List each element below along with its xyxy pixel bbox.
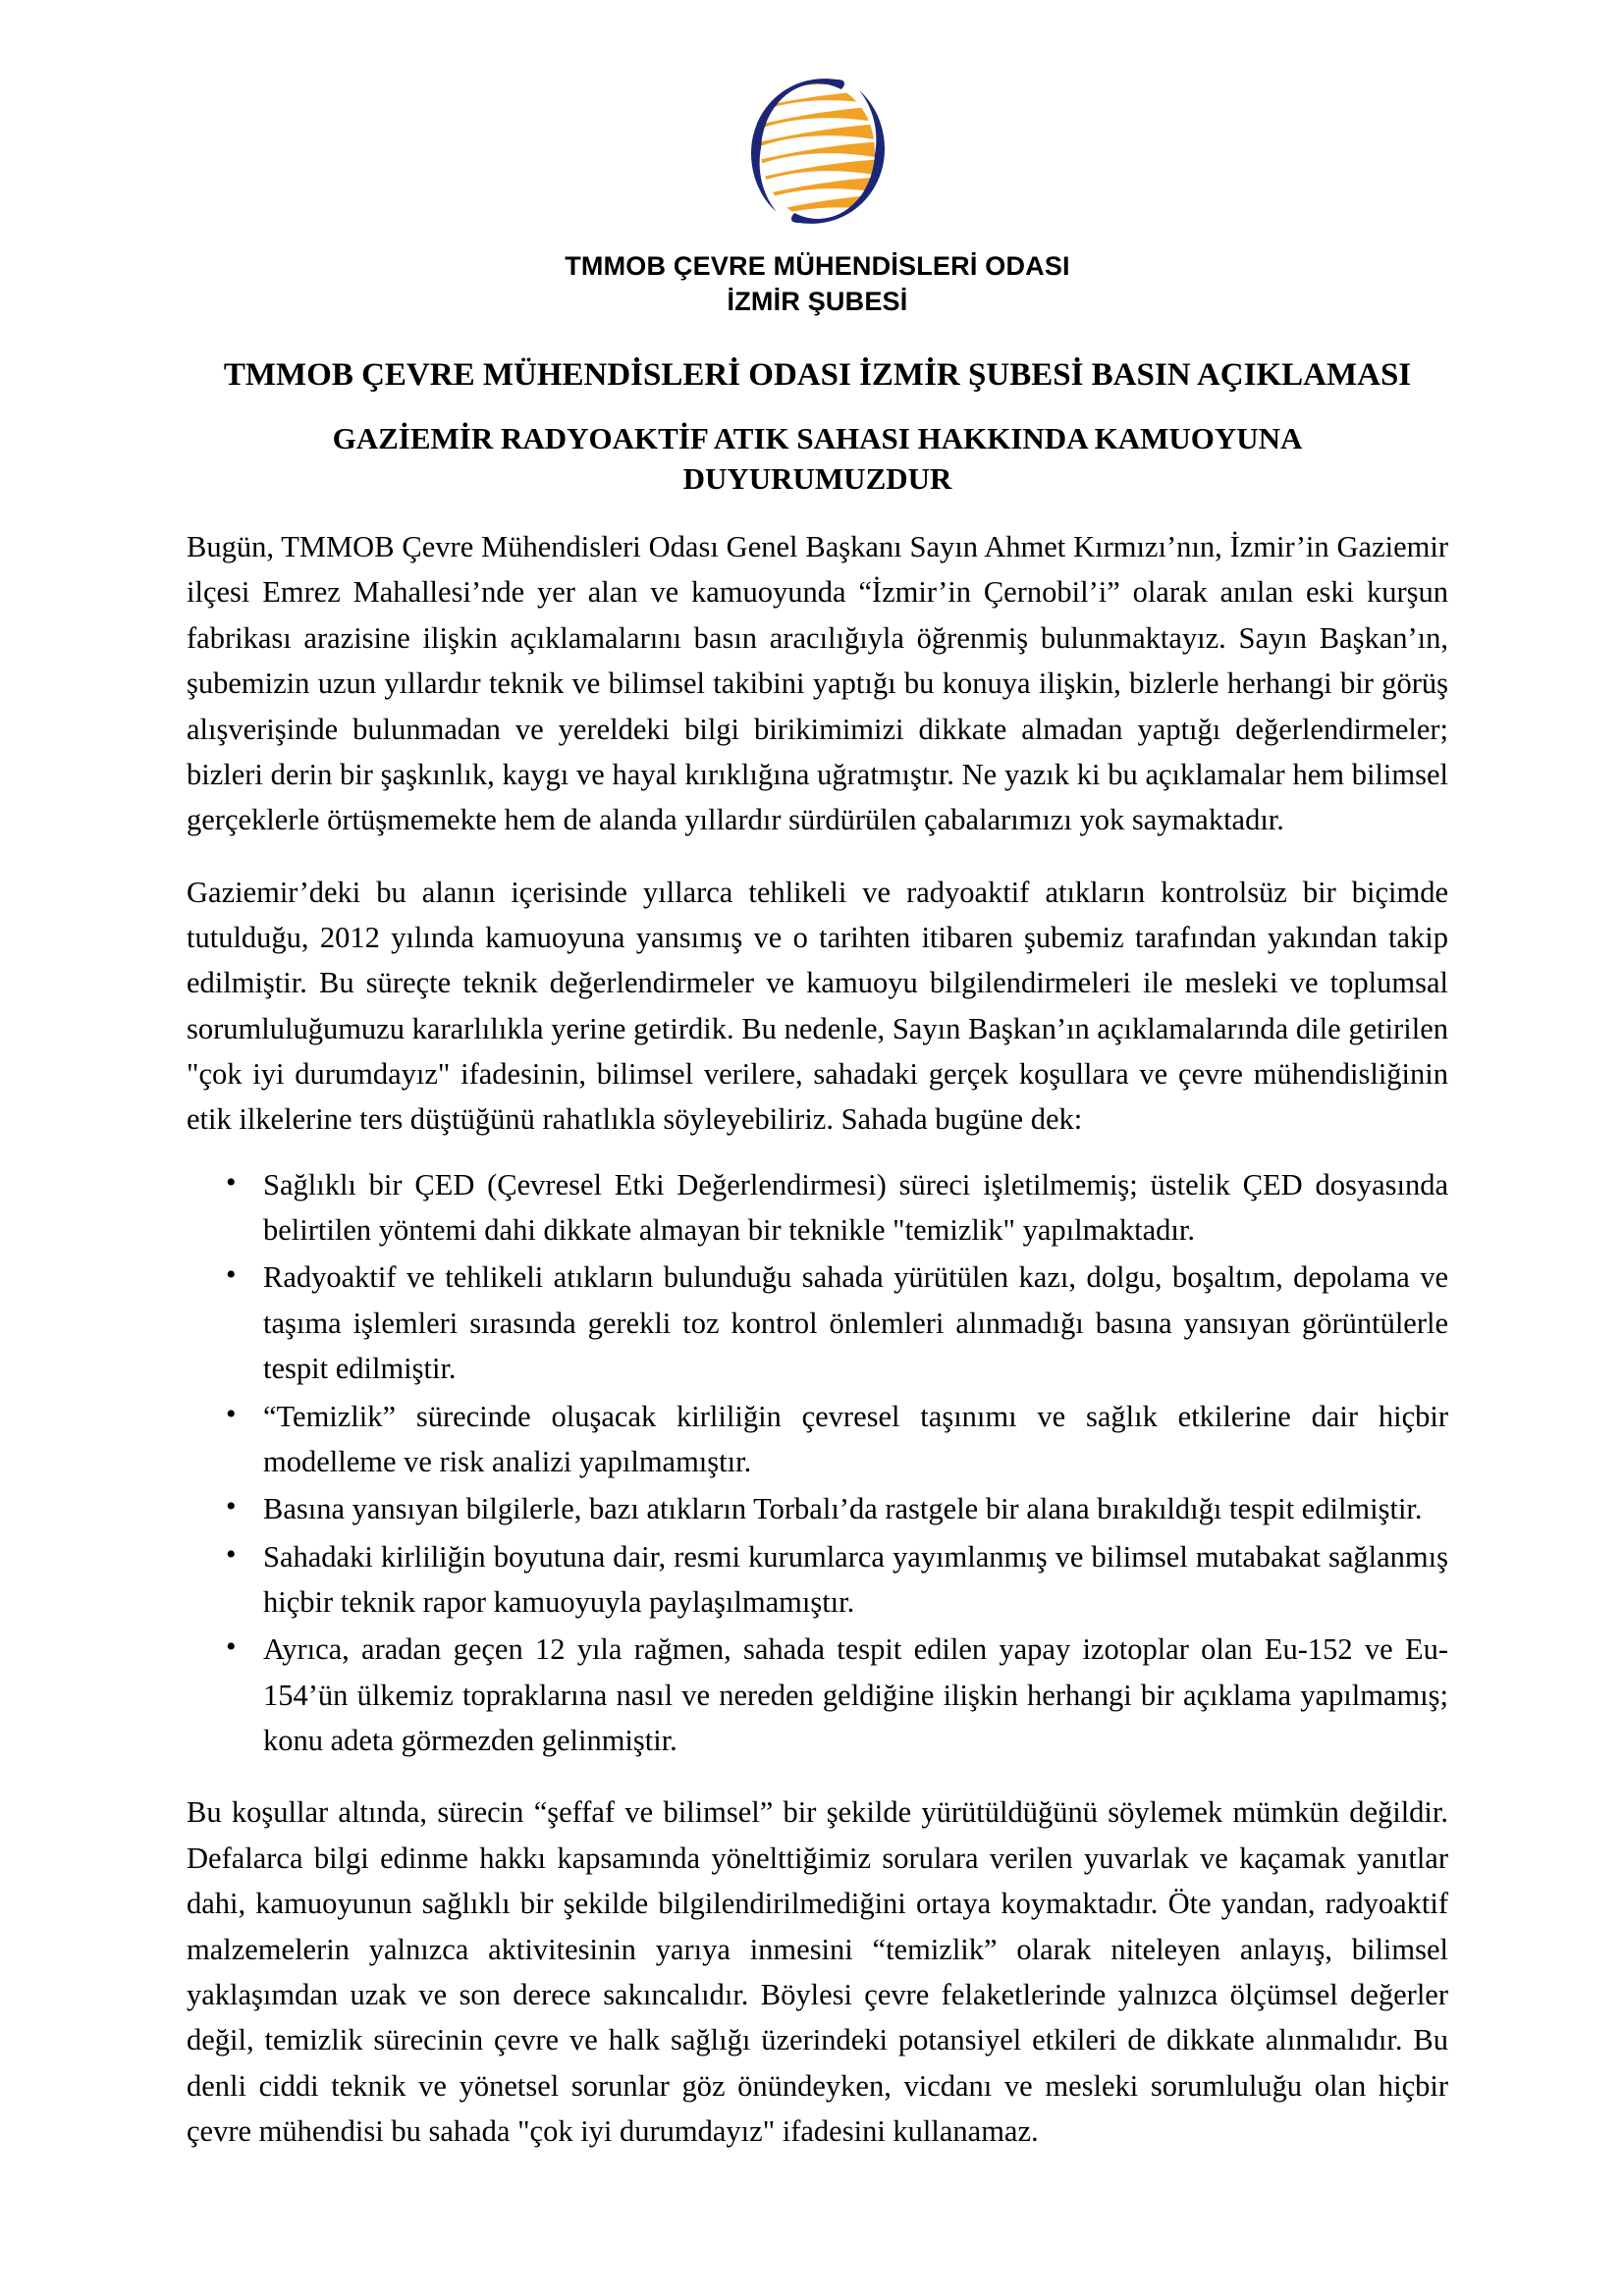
organization-header <box>187 249 1448 319</box>
page-subtitle: GAZİEMİR RADYOAKTİF ATIK SAHASI HAKKINDA KAMUOYUNA DUYURUMUZDUR <box>332 421 1303 496</box>
organization-line-1: TMMOB ÇEVRE MÜHENDİSLERİ ODASI <box>565 251 1070 281</box>
paragraph-2: Gaziemir’deki bu alanın içerisinde yıllarca tehlikeli ve radyoaktif atıkların kontrolsüz bir biçimde tutulduğu, 2012 yılında kamuoyuna yansımış ve o tarihten itibaren şubemiz tarafından yakından takip edilmiştir. Bu süreçte teknik değerlendirmeler ve kamuoyu bilgilendirmeleri ile mesleki ve toplumsal sorumluluğumuzu kararlılıkla yerine getirdik. Bu nedenle, Sayın Başkan’ın açıklamalarında dile getirilen "çok iyi durumdayız" ifadesinin, bilimsel verilere, sahadaki gerçek koşullara ve çevre mühendisliğinin etik ilkelerine ters düştüğünü rahatlıkla söyleyebiliriz. Sahada bugüne dek: <box>187 875 1448 1137</box>
paragraph-3: Bu koşullar altında, sürecin “şeffaf ve bilimsel” bir şekilde yürütüldüğünü söylemek mümkün değildir. Defalarca bilgi edinme hakkı kapsamında yönelttiğimiz sorulara verilen yuvarlak ve kaçamak yanıtlar dahi, kamuoyunun sağlıklı bir şekilde bilgilendirilmediğini ortaya koymaktadır. Öte yandan, radyoaktif malzemelerin yalnızca aktivitesinin yarıya inmesini “temizlik” olarak niteleyen anlayış, bilimsel yaklaşımdan uzak ve son derece sakıncalıdır. Böylesi çevre felaketlerinde yalnızca ölçümsel değerler değil, temizlik sürecinin çevre ve halk sağlığı üzerindeki potansiyel etkileri de dikkate alınmalıdır. Bu denli ciddi teknik ve yönetsel sorunlar göz önündeyken, vicdanı ve mesleki sorumluluğu olan hiçbir çevre mühendisi bu sahada "çok iyi durumdayız" ifadesini kullanamaz. <box>187 1795 1448 2148</box>
organization-line-2: İZMİR ŞUBESİ <box>727 286 908 316</box>
findings-list <box>187 1162 1448 1764</box>
logo-block <box>187 0 1448 236</box>
list-item: • Radyoaktif ve tehlikeli atıkların bulunduğu sahada yürütülen kazı, dolgu, boşaltım, depolama ve taşıma işlemleri sırasında gerekli toz kontrol önlemleri alınmadığı basına yansıyan görüntülerle tespit edilmiştir. <box>187 1255 1448 1391</box>
document-content <box>187 0 1448 2154</box>
list-item: • “Temizlik” sürecinde oluşacak kirliliğin çevresel taşınımı ve sağlık etkilerine dair hiçbir modelleme ve risk analizi yapılmamıştır. <box>187 1394 1448 1485</box>
page-title: TMMOB ÇEVRE MÜHENDİSLERİ ODASI İZMİR ŞUBESİ BASIN AÇIKLAMASI <box>223 357 1412 394</box>
paragraph-1: Bugün, TMMOB Çevre Mühendisleri Odası Genel Başkanı Sayın Ahmet Kırmızı’nın, İzmir’in Gaziemir ilçesi Emrez Mahallesi’nde yer alan ve kamuoyunda “İzmir’in Çernobil’i” olarak anılan eski kurşun fabrikası arazisine ilişkin açıklamalarını basın aracılığıyla öğrenmiş bulunmaktayız. Sayın Başkan’ın, şubemizin uzun yıllardır teknik ve bilimsel takibini yaptığı bu konuya ilişkin, bizlerle herhangi bir görüş alışverişinde bulunmadan ve yereldeki bilgi birikimimizi dikkate almadan yaptığı değerlendirmeler; bizleri derin bir şaşkınlık, kaygı ve hayal kırıklığına uğratmıştır. Ne yazık ki bu açıklamalar hem bilimsel gerçeklerle örtüşmemekte hem de alanda yıllardır sürdürülen çabalarımızı yok saymaktadır. <box>187 530 1448 837</box>
list-item: • Sahadaki kirliliğin boyutuna dair, resmi kurumlarca yayımlanmış ve bilimsel mutabakat sağlanmış hiçbir teknik rapor kamuoyuyla paylaşılmamıştır. <box>187 1534 1448 1626</box>
list-item: • Basına yansıyan bilgilerle, bazı atıkların Torbalı’da rastgele bir alana bırakıldığı tespit edilmiştir. <box>187 1486 1448 1531</box>
list-item: • Sağlıklı bir ÇED (Çevresel Etki Değerlendirmesi) süreci işletilmemiş; üstelik ÇED dosyasında belirtilen yöntemi dahi dikkate almayan bir teknikle "temizlik" yapılmaktadır. <box>187 1162 1448 1254</box>
list-item: • Ayrıca, aradan geçen 12 yıla rağmen, sahada tespit edilen yapay izotoplar olan Eu-152 ve Eu-154’ün ülkemiz topraklarına nasıl ve nereden geldiğine ilişkin herhangi bir açıklama yapılmamış; konu adeta görmezden gelinmiştir. <box>187 1627 1448 1763</box>
globe-logo-icon <box>734 67 901 236</box>
